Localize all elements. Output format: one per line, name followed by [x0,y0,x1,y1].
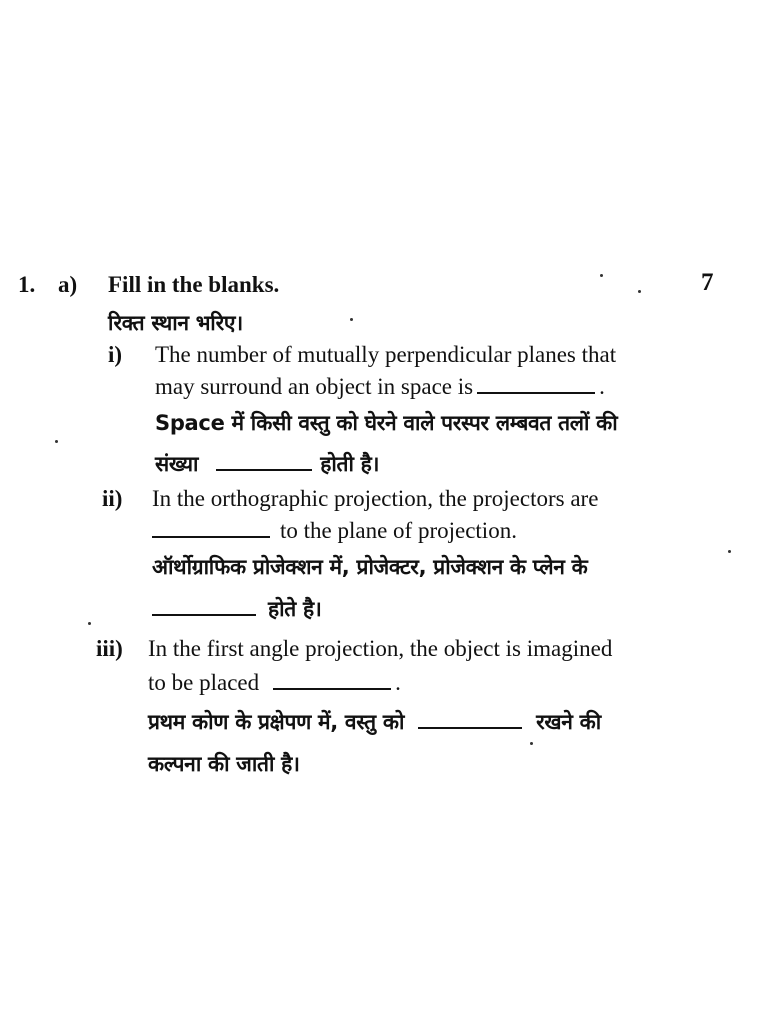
scan-speck [638,290,641,293]
item-i-hi-line2-end: होती है। [320,452,380,476]
scan-speck [600,274,603,277]
item-ii-en-line1: In the orthographic projection, the projectors are [152,486,599,511]
item-ii-en-line2 [152,516,517,546]
item-label-iii: iii) [96,636,123,661]
item-i-hi-line1: Space में किसी वस्तु को घेरने वाले परस्पर लम्बवत तलों की [155,411,618,435]
answer-blank[interactable] [152,596,256,616]
item-ii-hi-line2 [152,594,321,624]
item-iii-en-line1: In the first angle projection, the object is imagined [148,636,613,661]
scan-speck [88,622,91,625]
answer-blank[interactable] [418,709,522,729]
answer-blank[interactable] [477,374,595,394]
scan-speck [728,550,731,553]
question-title-en: Fill in the blanks. [108,272,280,297]
scan-speck [530,742,533,745]
item-ii-en-line2-text: to the plane of projection. [280,518,517,543]
item-iii-hi-line1-text: प्रथम कोण के प्रक्षेपण में, वस्तु को [148,710,405,734]
item-iii-hi-line1-end: रखने की [536,710,601,734]
item-i-en-line2 [155,372,605,402]
answer-blank[interactable] [152,518,270,538]
item-iii-en-line2-end: . [395,670,401,695]
question-part: a) [58,272,78,297]
item-label-i: i) [108,342,123,367]
question-title-hi: रिक्त स्थान भरिए। [108,311,243,335]
item-i-en-line2-text: may surround an object in space is [155,374,474,399]
item-i-en-line1: The number of mutually perpendicular planes that [155,342,617,367]
item-ii-hi-line2-text: होते है। [268,597,322,621]
item-iii-en-line2-text: to be placed [148,670,260,695]
question-marks: 7 [701,269,714,296]
item-i-en-line2-end: . [599,374,605,399]
scan-speck [55,440,58,443]
answer-blank[interactable] [273,670,391,690]
item-iii-hi-line2: कल्पना की जाती है। [148,752,300,776]
item-i-hi-line2-text: संख्या [155,452,199,476]
answer-blank[interactable] [216,451,312,471]
item-iii-en-line2 [148,668,401,698]
item-ii-hi-line1: ऑर्थोग्राफिक प्रोजेक्शन में, प्रोजेक्टर, प्रोजेक्शन के प्लेन के [152,555,588,579]
scan-speck [350,318,353,321]
item-iii-hi-line1 [148,707,601,737]
item-i-hi-line2 [155,449,379,479]
question-number: 1. [18,272,36,297]
item-label-ii: ii) [102,486,123,511]
